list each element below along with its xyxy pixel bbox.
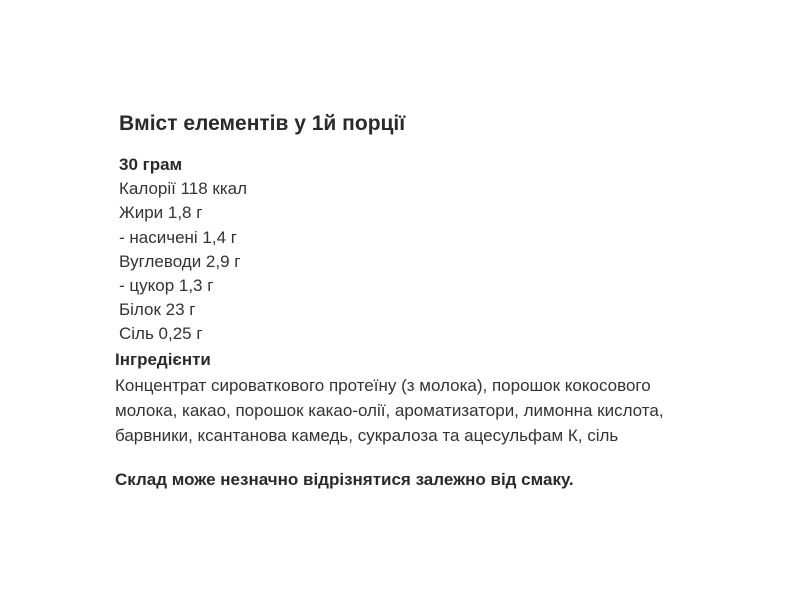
nutrition-row-saturated-fat: - насичені 1,4 г xyxy=(119,227,237,247)
nutrition-row-fat: Жири 1,8 г xyxy=(119,203,203,223)
nutrition-row-salt: Сіль 0,25 г xyxy=(119,324,203,344)
ingredients-line: Концентрат сироваткового протеїну (з молока), порошок кокосового xyxy=(115,376,651,395)
ingredients-list xyxy=(115,373,715,448)
nutrition-row-calories: Калорії 118 ккал xyxy=(119,179,248,199)
serving-size: 30 грам xyxy=(119,155,183,174)
ingredients-line: барвники, ксантанова камедь, сукралоза та ацесульфам К, сіль xyxy=(115,426,619,445)
nutrition-row-protein: Білок 23 г xyxy=(119,300,196,320)
ingredients-line: молока, какао, порошок какао-олії, ароматизатори, лимонна кислота, xyxy=(115,401,664,420)
composition-note: Склад може незначно відрізнятися залежно від смаку. xyxy=(115,470,574,489)
ingredients-heading: Інгредієнти xyxy=(115,350,211,369)
nutrition-row-sugar: - цукор 1,3 г xyxy=(119,276,214,296)
nutrition-row-carbohydrates: Вуглеводи 2,9 г xyxy=(119,251,241,271)
page-title: Вміст елементів у 1й порції xyxy=(119,112,406,135)
nutrition-facts xyxy=(119,153,247,347)
